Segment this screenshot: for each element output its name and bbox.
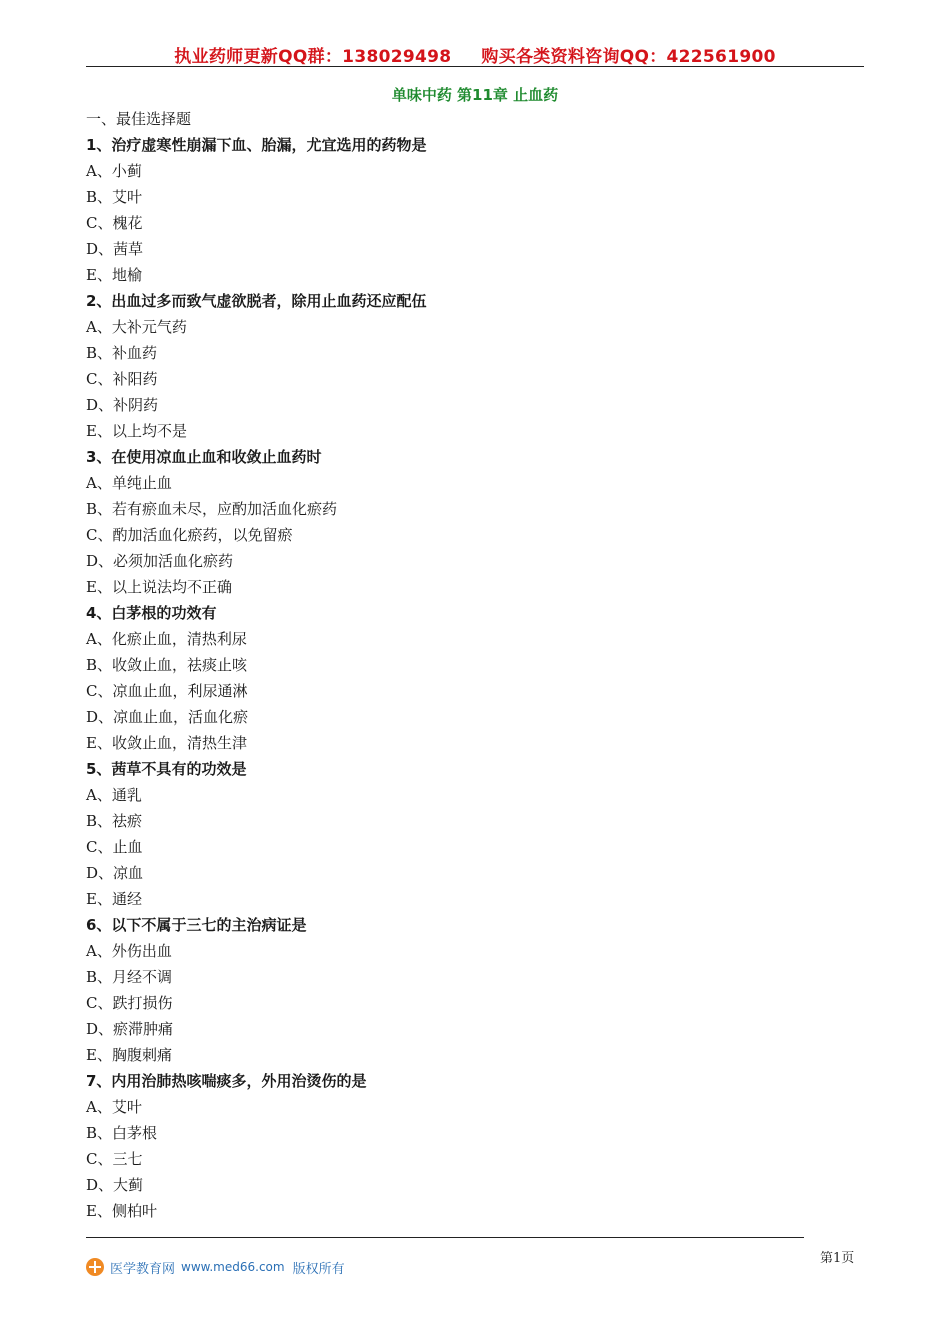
chapter-title: 单味中药 第11章 止血药	[391, 86, 559, 104]
question-block-2	[86, 288, 866, 444]
question-block-6	[86, 912, 866, 1068]
option-a: A、外伤出血	[86, 942, 172, 960]
option-c: C、补阳药	[86, 370, 158, 388]
option-e: E、侧柏叶	[86, 1202, 157, 1220]
option-a: A、大补元气药	[86, 318, 187, 336]
option-c: C、槐花	[86, 214, 143, 232]
document-body	[86, 106, 866, 1224]
option-d: D、瘀滞肿痛	[86, 1020, 174, 1038]
option-d: D、茜草	[86, 240, 144, 258]
option-c: C、三七	[86, 1150, 143, 1168]
question-text: 2、出血过多而致气虚欲脱者，除用止血药还应配伍	[86, 292, 427, 310]
header-divider	[86, 66, 864, 67]
question-text: 4、白茅根的功效有	[86, 604, 217, 622]
footer-site-url[interactable]: www.med66.com	[181, 1260, 285, 1274]
question-text: 5、茜草不具有的功效是	[86, 760, 247, 778]
option-e: E、以上均不是	[86, 422, 187, 440]
option-b: B、若有瘀血未尽，应酌加活血化瘀药	[86, 500, 338, 518]
question-block-5	[86, 756, 866, 912]
option-c: C、跌打损伤	[86, 994, 173, 1012]
option-a: A、通乳	[86, 786, 142, 804]
option-a: A、小蓟	[86, 162, 142, 180]
option-c: C、凉血止血，利尿通淋	[86, 682, 248, 700]
option-b: B、祛瘀	[86, 812, 143, 830]
med66-logo-icon	[86, 1258, 104, 1276]
option-e: E、地榆	[86, 266, 142, 284]
option-d: D、凉血止血，活血化瘀	[86, 708, 249, 726]
banner-qq-group: 执业药师更新QQ群：138029498	[174, 47, 452, 67]
option-d: D、补阴药	[86, 396, 159, 414]
question-block-4	[86, 600, 866, 756]
footer-branding	[86, 1255, 345, 1279]
option-a: A、化瘀止血，清热利尿	[86, 630, 247, 648]
option-d: D、必须加活血化瘀药	[86, 552, 234, 570]
header-banner	[0, 42, 950, 67]
question-text: 3、在使用凉血止血和收敛止血药时	[86, 448, 322, 466]
option-a: A、艾叶	[86, 1098, 142, 1116]
banner-qq-contact: 购买各类资料咨询QQ：422561900	[481, 47, 776, 67]
question-block-1	[86, 132, 866, 288]
question-text: 7、内用治肺热咳喘痰多，外用治烫伤的是	[86, 1072, 367, 1090]
option-b: B、白茅根	[86, 1124, 158, 1142]
option-e: E、以上说法均不正确	[86, 578, 232, 596]
option-d: D、凉血	[86, 864, 144, 882]
option-b: B、收敛止血，祛痰止咳	[86, 656, 248, 674]
option-c: C、止血	[86, 838, 143, 856]
question-block-7	[86, 1068, 866, 1224]
question-block-3	[86, 444, 866, 600]
option-a: A、单纯止血	[86, 474, 172, 492]
option-d: D、大蓟	[86, 1176, 144, 1194]
footer-divider	[86, 1237, 804, 1238]
option-c: C、酌加活血化瘀药，以免留瘀	[86, 526, 293, 544]
option-b: B、补血药	[86, 344, 158, 362]
option-e: E、胸腹刺痛	[86, 1046, 172, 1064]
footer-site-name: 医学教育网	[110, 1261, 176, 1277]
page-number: 第1页	[820, 1251, 855, 1266]
question-text: 6、以下不属于三七的主治病证是	[86, 916, 307, 934]
option-e: E、通经	[86, 890, 142, 908]
option-e: E、收敛止血，清热生津	[86, 734, 247, 752]
footer-copyright: 版权所有	[292, 1261, 345, 1277]
question-text: 1、治疗虚寒性崩漏下血、胎漏，尤宜选用的药物是	[86, 136, 427, 154]
option-b: B、艾叶	[86, 188, 143, 206]
option-b: B、月经不调	[86, 968, 173, 986]
section-heading: 一、最佳选择题	[86, 110, 192, 128]
